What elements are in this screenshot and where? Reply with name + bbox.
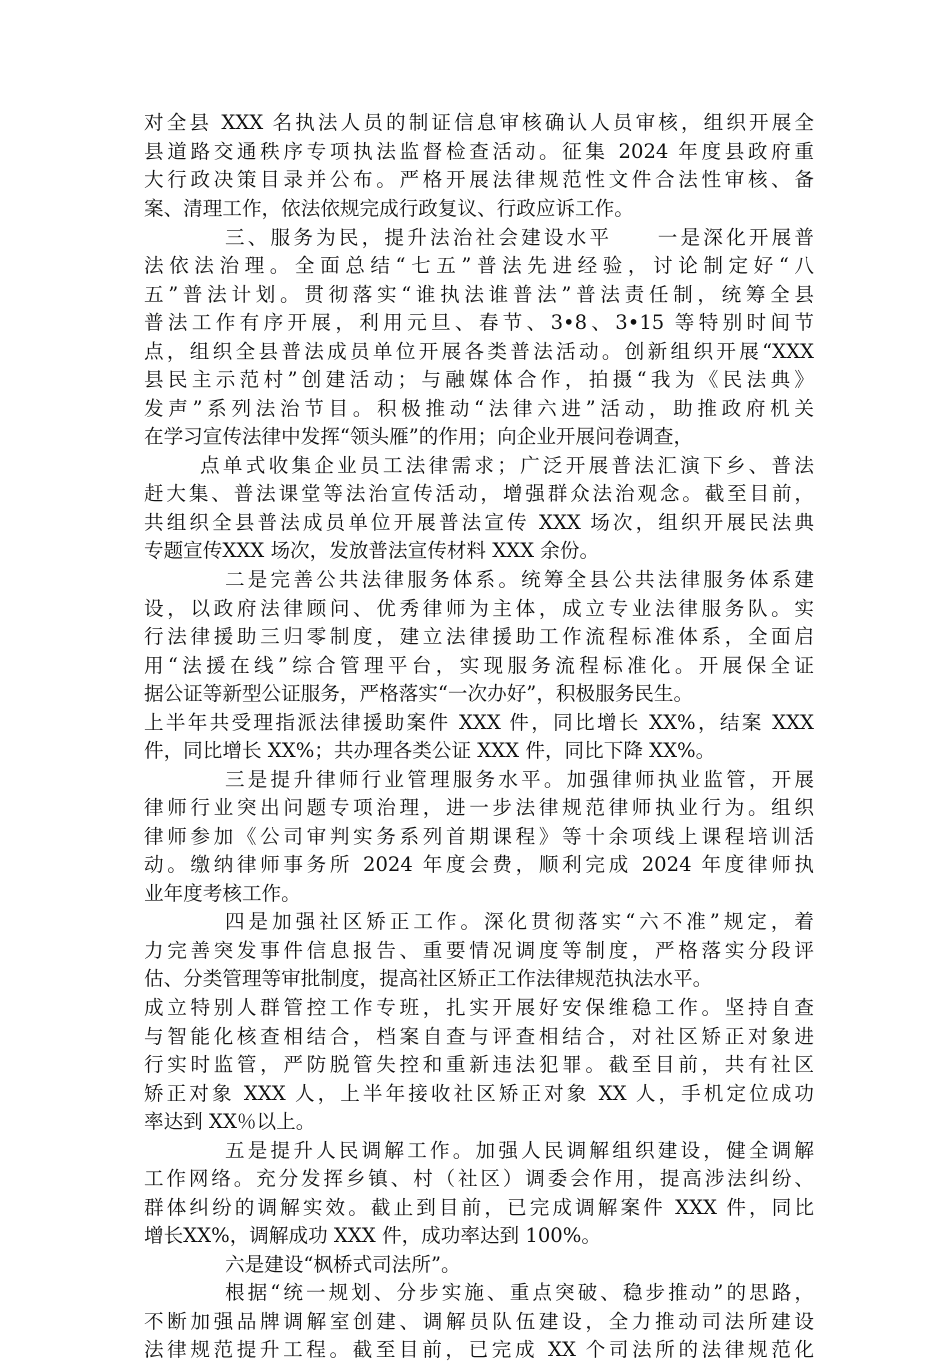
text-line: 五”普法计划。贯彻落实“谁执法谁普法”普法责任制，统筹全县 [144, 283, 814, 306]
text-line: 用“法援在线”综合管理平台，实现服务流程标准化。开展保全证 [144, 654, 814, 677]
text-line: 与智能化核查相结合，档案自查与评查相结合，对社区矫正对象进 [144, 1025, 814, 1048]
text-line: 四是加强社区矫正工作。深化贯彻落实“六不准”规定，着 [225, 910, 814, 933]
text-line: 业年度考核工作。 [144, 882, 301, 905]
text-line: 法依法治理。全面总结“七五”普法先进经验，讨论制定好“八 [144, 254, 814, 277]
text-line: 三是提升律师行业管理服务水平。加强律师执业监管，开展 [225, 768, 814, 791]
text-line: 对全县 XXX 名执法人员的制证信息审核确认人员审核，组织开展全 [144, 111, 814, 134]
text-line: 大行政决策目录并公布。严格开展法律规范性文件合法性审核、备 [144, 168, 814, 191]
text-line: 群体纠纷的调解实效。截止到目前，已完成调解案件 XXX 件，同比 [144, 1196, 814, 1219]
text-line: 律师行业突出问题专项治理，进一步法律规范律师执业行为。组织 [144, 796, 814, 819]
text-line: 二是完善公共法律服务体系。统筹全县公共法律服务体系建 [225, 568, 814, 591]
text-line: 五是提升人民调解工作。加强人民调解组织建设，健全调解 [225, 1139, 814, 1162]
text-line: 法律规范提升工程。截至目前，已完成 XX 个司法所的法律规范化 [144, 1338, 814, 1361]
text-line: 行法律援助三归零制度，建立法律援助工作流程标准体系，全面启 [144, 625, 814, 648]
text-line: 共组织全县普法成员单位开展普法宣传 XXX 场次，组织开展民法典 [144, 511, 814, 534]
text-line: 矫正对象 XXX 人，上半年接收社区矫正对象 XX 人，手机定位成功 [144, 1082, 814, 1105]
text-line: 点，组织全县普法成员单位开展各类普法活动。创新组织开展“XXX [144, 340, 814, 363]
text-line: 县民主示范村”创建活动；与融媒体合作，拍摄“我为《民法典》 [144, 368, 814, 391]
text-line: 件，同比增长 XX%；共办理各类公证 XXX 件，同比下降 XX%。 [144, 739, 716, 762]
text-line: 不断加强品牌调解室创建、调解员队伍建设，全力推动司法所建设 [144, 1310, 814, 1333]
text-line: 在学习宣传法律中发挥“领头雁”的作用；向企业开展问卷调查， [144, 425, 694, 448]
text-line: 赶大集、普法课堂等法治宣传活动，增强群众法治观念。截至目前， [144, 482, 814, 505]
text-line: 发声”系列法治节目。积极推动“法律六进”活动，助推政府机关 [144, 397, 814, 420]
text-line: 工作网络。充分发挥乡镇、村（社区）调委会作用，提高涉法纠纷、 [144, 1167, 814, 1190]
text-line: 设，以政府法律顾问、优秀律师为主体，成立专业法律服务队。实 [144, 597, 814, 620]
text-line: 据公证等新型公证服务，严格落实“一次办好”，积极服务民生。 [144, 682, 694, 705]
text-line: 普法工作有序开展，利用元旦、春节、3•8、3•15 等特别时间节 [144, 311, 814, 334]
text-line: 率达到 XX％以上。 [144, 1110, 316, 1133]
text-line: 县道路交通秩序专项执法监督检查活动。征集 2024 年度县政府重 [144, 140, 814, 163]
text-line: 六是建设“枫桥式司法所”。 [225, 1253, 461, 1276]
text-line: 动。缴纳律师事务所 2024 年度会费，顺利完成 2024 年度律师执 [144, 853, 814, 876]
text-line: 力完善突发事件信息报告、重要情况调度等制度，严格落实分段评 [144, 939, 814, 962]
text-line: 点单式收集企业员工法律需求；广泛开展普法汇演下乡、普法 [200, 454, 814, 477]
text-line: 三、服务为民，提升法治社会建设水平 一是深化开展普 [225, 226, 814, 249]
text-line: 成立特别人群管控工作专班，扎实开展好安保维稳工作。坚持自查 [144, 996, 814, 1019]
text-line: 上半年共受理指派法律援助案件 XXX 件，同比增长 XX%，结案 XXX [144, 711, 814, 734]
text-line: 根据“统一规划、分步实施、重点突破、稳步推动”的思路， [225, 1281, 814, 1304]
text-line: 行实时监管，严防脱管失控和重新违法犯罪。截至目前，共有社区 [144, 1053, 814, 1076]
text-line: 律师参加《公司审判实务系列首期课程》等十余项线上课程培训活 [144, 825, 814, 848]
text-line: 专题宣传XXX 场次，发放普法宣传材料 XXX 余份。 [144, 539, 600, 562]
text-line: 估、分类管理等审批制度，提高社区矫正工作法律规范执法水平。 [144, 967, 713, 990]
text-line: 案、清理工作，依法依规完成行政复议、行政应诉工作。 [144, 197, 634, 220]
text-line: 增长XX%，调解成功 XXX 件，成功率达到 100%。 [144, 1224, 601, 1247]
